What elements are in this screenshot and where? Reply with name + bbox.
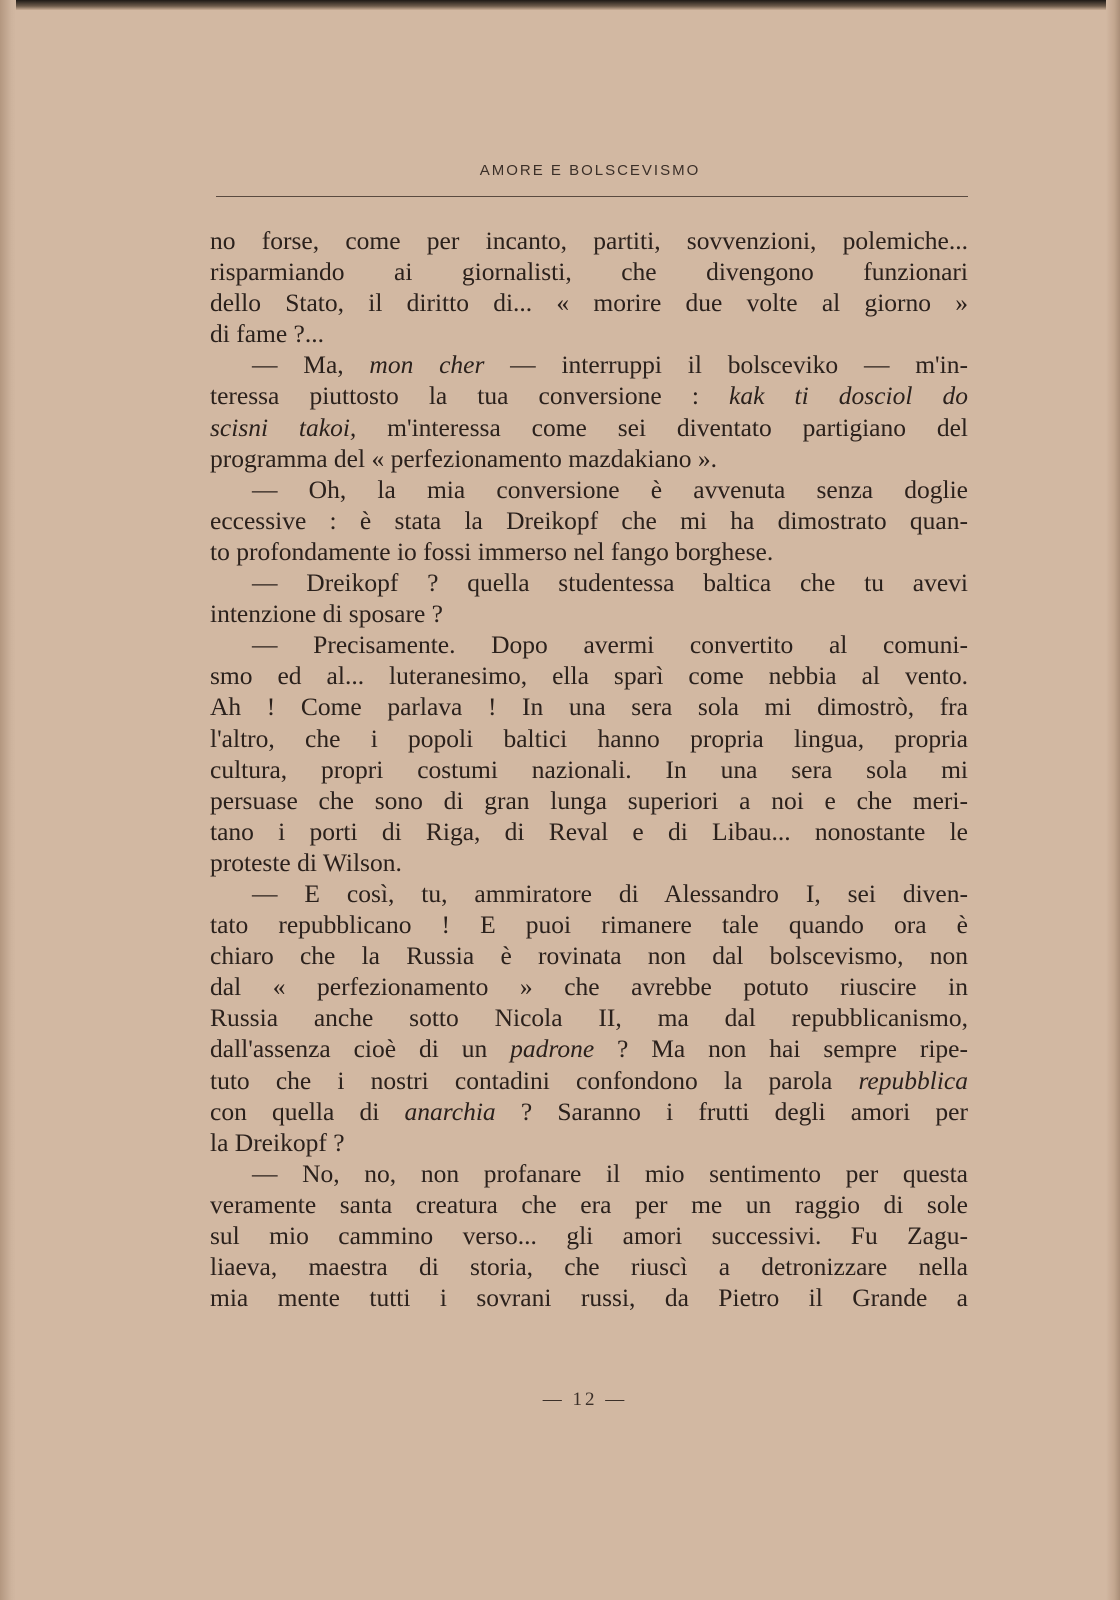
text-line [210,287,968,318]
italic-text: anarchia [404,1096,496,1126]
text-line [210,412,968,443]
text-line [210,629,968,660]
text-line [210,971,968,1002]
text-segment: liaeva, maestra di storia, che riuscì a detronizzare nella [210,1252,968,1282]
text-segment: cultura, propri costumi nazionali. In una sera sola mi [210,754,968,784]
text-line [210,878,968,909]
text-segment: — No, no, non profanare il mio sentimento per questa [252,1158,968,1188]
text-line [210,1251,968,1282]
text-segment: tuto che i nostri contadini confondono la parola [210,1065,859,1095]
text-segment: — Ma, [252,350,370,380]
text-segment: la Dreikopf ? [210,1127,345,1157]
text-segment: — Dreikopf ? quella studentessa baltica che tu avevi [252,568,968,598]
italic-text: kak ti dosciol do [729,381,968,411]
italic-text: repubblica [858,1065,968,1095]
text-line [210,474,968,505]
text-segment: dall'assenza cioè di un [210,1034,511,1064]
text-line [210,443,968,474]
text-segment: — E così, tu, ammiratore di Alessandro I, sei diven- [252,878,968,908]
text-segment: l'altro, che i popoli baltici hanno propria lingua, propria [210,723,968,753]
text-segment: mia mente tutti i sovrani russi, da Pietro il Grande a [210,1283,968,1313]
text-segment: dal « perfezionamento » che avrebbe potuto riuscire in [210,972,968,1002]
text-segment: dello Stato, il diritto di... « morire due volte al giorno » [210,288,968,318]
text-segment: chiaro che la Russia è rovinata non dal bolscevismo, non [210,941,968,971]
text-segment: to profondamente io fossi immerso nel fango borghese. [210,536,774,566]
text-line [210,723,968,754]
text-segment: risparmiando ai giornalisti, che divengono funzionari [210,257,968,287]
text-segment: persuase che sono di gran lunga superiori a noi e che meri- [210,785,968,815]
text-segment: no forse, come per incanto, partiti, sovvenzioni, polemiche... [210,226,968,255]
text-line [210,225,968,256]
text-segment: Russia anche sotto Nicola II, ma dal repubblicanismo, [210,1003,968,1033]
text-segment: — Oh, la mia conversione è avvenuta senza doglie [252,474,968,504]
text-segment: veramente santa creatura che era per me un raggio di sole [210,1189,968,1219]
text-segment: ? Saranno i frutti degli amori per [495,1096,968,1126]
text-line [210,380,968,411]
text-segment: sul mio cammino verso... gli amori successivi. Fu Zagu- [210,1221,968,1250]
text-segment: ? Ma non hai sempre ripe- [594,1034,968,1064]
text-segment: di fame ?... [210,319,324,349]
text-segment: tato repubblicano ! E puoi rimanere tale quando ora è [210,910,968,940]
page-number: — 12 — [542,1389,628,1410]
text-line [210,816,968,847]
text-line [210,660,968,691]
text-line [210,1282,968,1313]
text-line [210,1158,968,1189]
text-segment: smo ed al... luteranesimo, ella sparì come nebbia al vento. [210,661,968,691]
text-line [210,1127,968,1158]
text-line [210,754,968,785]
text-segment: programma del « perfezionamento mazdakiano ». [210,443,717,473]
text-line [210,1065,968,1096]
text-line [210,785,968,816]
text-segment: proteste di Wilson. [210,847,402,877]
text-line [210,318,968,349]
page-right-edge [1106,0,1120,1600]
running-head: AMORE E BOLSCEVISMO [479,162,701,179]
header-rule [216,196,968,197]
text-segment: — Precisamente. Dopo avermi convertito al comuni- [252,630,968,660]
page-left-edge [0,0,16,1600]
text-segment: eccessive : è stata la Dreikopf che mi ha dimostrato quan- [210,505,968,535]
italic-text: mon cher [369,350,485,380]
text-line [210,1096,968,1127]
italic-text: padrone [510,1034,595,1064]
text-line [210,909,968,940]
text-segment: Ah ! Come parlava ! In una sera sola mi dimostrò, fra [210,692,968,722]
page-top-edge [0,0,1120,10]
text-segment: — interruppi il bolsceviko — m'in- [484,350,968,380]
text-line [210,1189,968,1220]
text-segment: m'interessa come sei diventato partigiano del [356,412,968,442]
text-line [210,1033,968,1064]
text-line [210,940,968,971]
text-line [210,598,968,629]
text-line [210,1002,968,1033]
text-line [210,536,968,567]
italic-text: scisni takoi, [210,412,357,442]
text-line [210,349,968,380]
text-segment: teressa piuttosto la tua conversione : [210,381,730,411]
text-segment: tano i porti di Riga, di Reval e di Libau... nonostante le [210,816,968,846]
text-line [210,847,968,878]
text-segment: con quella di [210,1096,405,1126]
body-text [210,225,968,1313]
text-segment: intenzione di sposare ? [210,599,443,629]
text-line [210,691,968,722]
text-line [210,505,968,536]
text-line [210,256,968,287]
text-line [210,1220,968,1251]
text-line [210,567,968,598]
